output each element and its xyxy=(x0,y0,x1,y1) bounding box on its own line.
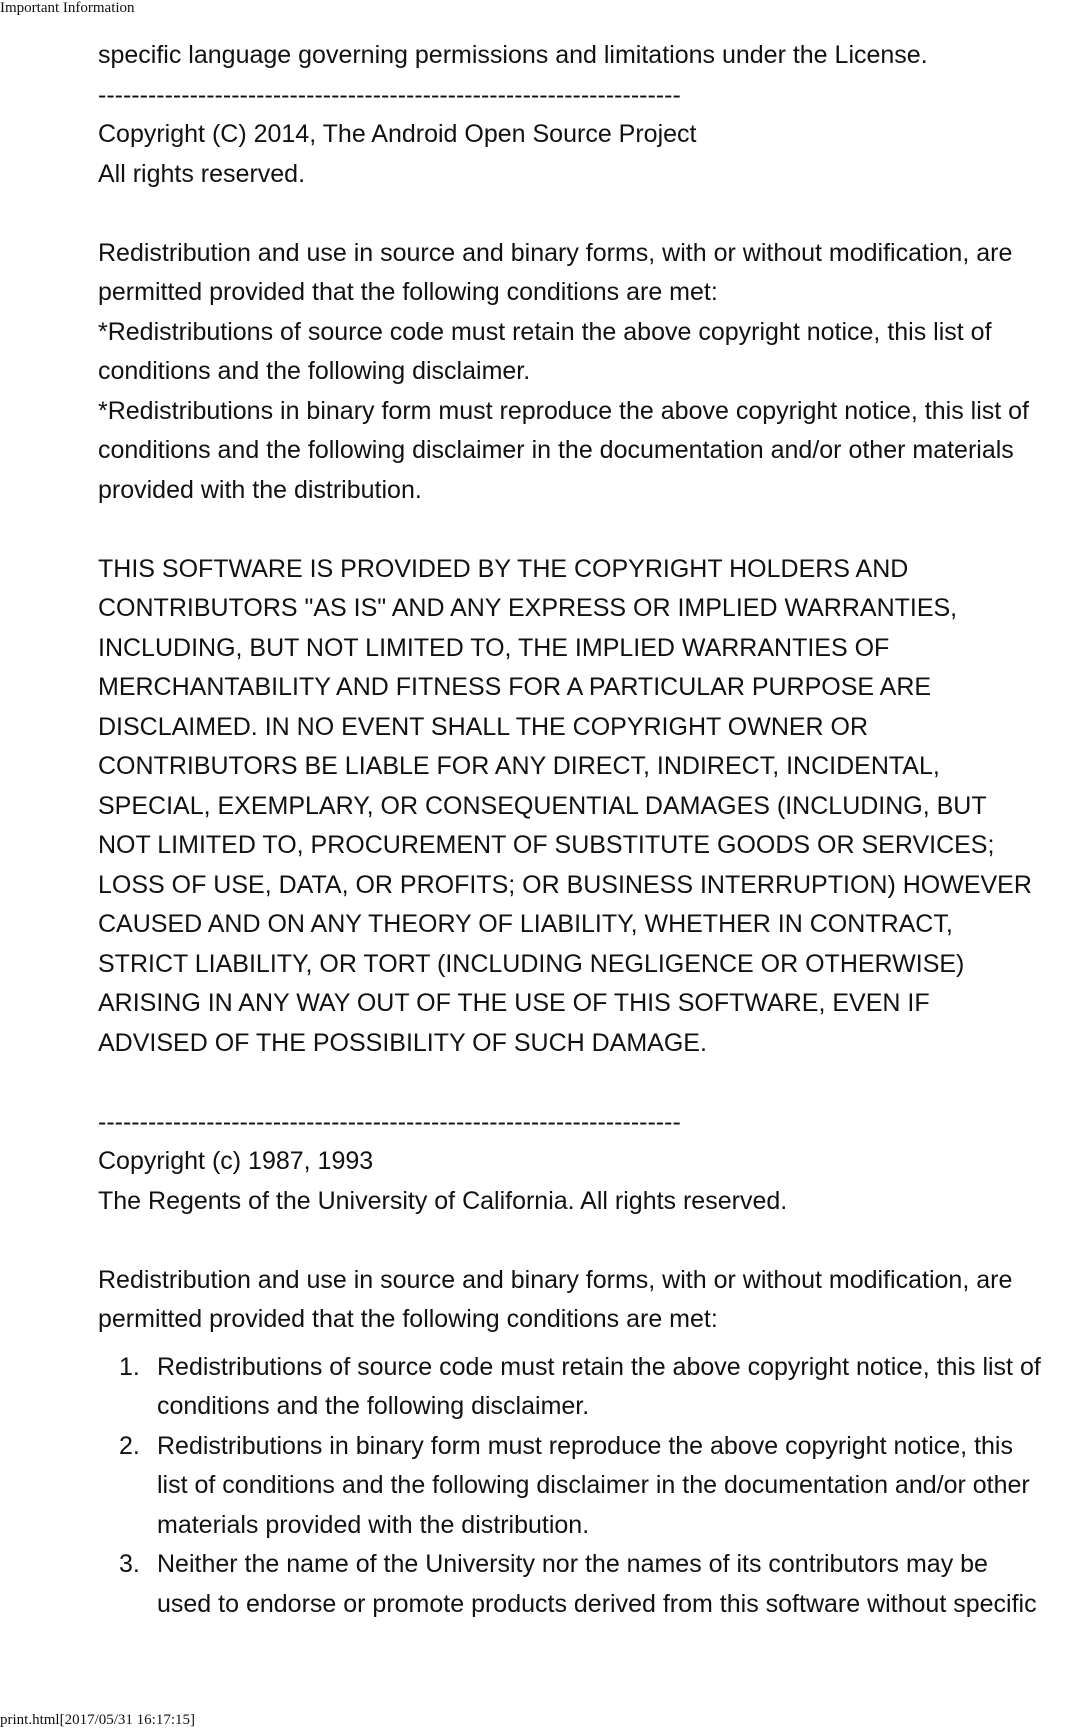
list-item-number: 3. xyxy=(119,1550,140,1578)
list-item-line: Redistributions of source code must retain the above copyright notice, this list of xyxy=(157,1352,1041,1381)
disclaimer-line: SPECIAL, EXEMPLARY, OR CONSEQUENTIAL DAMAGES (INCLUDING, BUT xyxy=(98,791,987,820)
disclaimer-line: STRICT LIABILITY, OR TORT (INCLUDING NEGLIGENCE OR OTHERWISE) xyxy=(98,949,965,978)
disclaimer-line: CAUSED AND ON ANY THEORY OF LIABILITY, WHETHER IN CONTRACT, xyxy=(98,910,953,938)
android-condition-line: *Redistributions of source code must retain the above copyright notice, this list of xyxy=(98,317,992,346)
android-condition-line: conditions and the following disclaimer in the documentation and/or other materials xyxy=(98,436,1014,464)
disclaimer-line: NOT LIMITED TO, PROCUREMENT OF SUBSTITUTE GOODS OR SERVICES; xyxy=(98,831,995,859)
disclaimer-line: CONTRIBUTORS "AS IS" AND ANY EXPRESS OR IMPLIED WARRANTIES, xyxy=(98,594,958,622)
disclaimer-line: LOSS OF USE, DATA, OR PROFITS; OR BUSINESS INTERRUPTION) HOWEVER xyxy=(98,870,1032,899)
list-item-line: list of conditions and the following disclaimer in the documentation and/or other xyxy=(157,1471,1030,1499)
list-item-line: used to endorse or promote products derived from this software without specific xyxy=(157,1589,1037,1618)
print-footer-url: print.html[2017/05/31 16:17:15] xyxy=(0,1712,195,1728)
divider-line: ---------------------------------------------------------------------- xyxy=(98,80,681,109)
list-item-line: materials provided with the distribution. xyxy=(157,1510,590,1539)
print-header-title: Important Information xyxy=(0,0,135,16)
android-copyright: Copyright (C) 2014, The Android Open Source Project xyxy=(98,120,697,148)
regents-copyright: Copyright (c) 1987, 1993 xyxy=(98,1147,374,1175)
list-item-number: 2. xyxy=(119,1431,140,1460)
regents-conditions-list xyxy=(98,1348,1088,1625)
spacer xyxy=(98,510,1088,550)
android-redist-intro-line: Redistribution and use in source and binary forms, with or without modification, are xyxy=(98,238,1013,267)
list-item xyxy=(98,1348,1088,1427)
regents-rights: The Regents of the University of California. All rights reserved. xyxy=(98,1186,788,1215)
list-item-line: Redistributions in binary form must reproduce the above copyright notice, this xyxy=(157,1431,1013,1460)
list-item xyxy=(98,1545,1088,1624)
list-item-line: conditions and the following disclaimer. xyxy=(157,1392,590,1420)
divider-line: ---------------------------------------------------------------------- xyxy=(98,1107,681,1136)
android-condition-line: provided with the distribution. xyxy=(98,475,422,504)
list-item xyxy=(98,1427,1088,1546)
disclaimer-line: INCLUDING, BUT NOT LIMITED TO, THE IMPLIED WARRANTIES OF xyxy=(98,633,890,662)
disclaimer-line: ADVISED OF THE POSSIBILITY OF SUCH DAMAGE. xyxy=(98,1028,707,1057)
android-condition-line: conditions and the following disclaimer. xyxy=(98,357,531,385)
regents-redist-intro-line: permitted provided that the following conditions are met: xyxy=(98,1305,718,1333)
android-rights: All rights reserved. xyxy=(98,159,306,188)
regents-redist-intro-line: Redistribution and use in source and binary forms, with or without modification, are xyxy=(98,1265,1013,1294)
text-line: specific language governing permissions and limitations under the License. xyxy=(98,41,928,69)
list-item-line: Neither the name of the University nor the names of its contributors may be xyxy=(157,1550,988,1578)
disclaimer-line: ARISING IN ANY WAY OUT OF THE USE OF THIS SOFTWARE, EVEN IF xyxy=(98,989,930,1017)
disclaimer-line: DISCLAIMED. IN NO EVENT SHALL THE COPYRIGHT OWNER OR xyxy=(98,712,869,741)
disclaimer-line: CONTRIBUTORS BE LIABLE FOR ANY DIRECT, INDIRECT, INCIDENTAL, xyxy=(98,752,940,780)
disclaimer-line: THIS SOFTWARE IS PROVIDED BY THE COPYRIGHT HOLDERS AND xyxy=(98,554,909,583)
android-redist-intro-line: permitted provided that the following conditions are met: xyxy=(98,278,718,306)
spacer xyxy=(98,1063,1088,1103)
android-condition-line: *Redistributions in binary form must reproduce the above copyright notice, this list of xyxy=(98,396,1030,425)
spacer xyxy=(98,1221,1088,1261)
spacer xyxy=(98,194,1088,234)
disclaimer-line: MERCHANTABILITY AND FITNESS FOR A PARTICULAR PURPOSE ARE xyxy=(98,673,932,701)
license-document xyxy=(98,36,1088,1624)
list-item-number: 1. xyxy=(119,1352,140,1381)
